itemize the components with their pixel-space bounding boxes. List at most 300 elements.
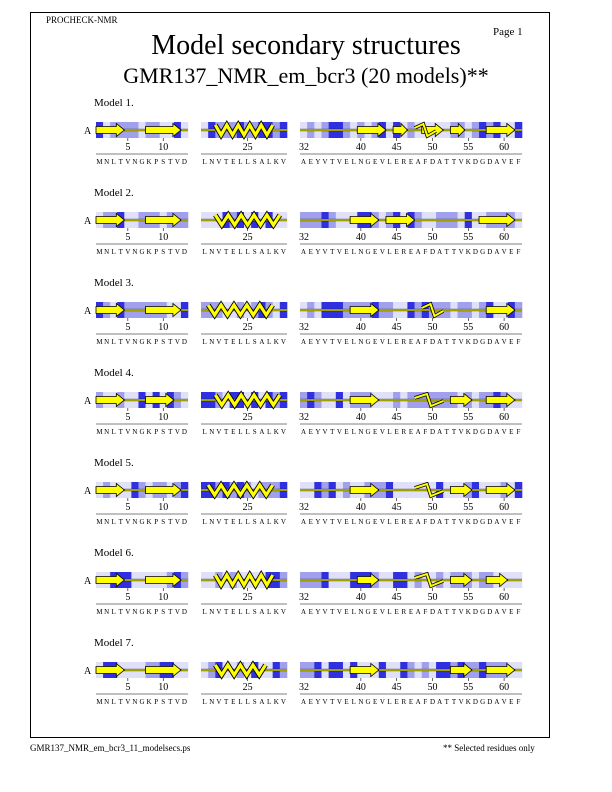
tick-label: 10 bbox=[158, 682, 169, 693]
residue-letter: K bbox=[465, 518, 471, 526]
residue-letter: V bbox=[458, 608, 464, 616]
residue-letter: T bbox=[223, 338, 229, 346]
residue-letter: S bbox=[161, 158, 166, 166]
residue-letter: G bbox=[139, 698, 145, 706]
residue-letter: A bbox=[494, 698, 500, 706]
residue-letter: P bbox=[154, 248, 159, 256]
residue-letter: D bbox=[487, 428, 493, 436]
residue-letter: L bbox=[111, 248, 116, 256]
tick-label: 10 bbox=[158, 142, 169, 153]
model-panel bbox=[84, 367, 522, 436]
residue-letter: R bbox=[401, 338, 407, 346]
residue-letter: L bbox=[245, 698, 250, 706]
residue-letter: L bbox=[238, 248, 243, 256]
residue-letter: E bbox=[408, 698, 414, 706]
residue-letter: N bbox=[209, 698, 215, 706]
residue-letter: L bbox=[351, 518, 356, 526]
residue-letter: E bbox=[394, 338, 399, 346]
chain-label: A bbox=[84, 306, 92, 317]
residue-letter: N bbox=[132, 608, 138, 616]
model-label: Model 4. bbox=[94, 367, 134, 379]
residue-letter: G bbox=[139, 518, 145, 526]
residue-letter: D bbox=[472, 608, 478, 616]
residue-letter: T bbox=[451, 338, 457, 346]
residue-letter: M bbox=[96, 608, 103, 616]
residue-letter: A bbox=[437, 338, 443, 346]
segment-start-label: 32 bbox=[299, 322, 309, 333]
residue-letter: G bbox=[365, 158, 371, 166]
sequence-segment bbox=[96, 302, 188, 346]
residue-letter: K bbox=[465, 158, 471, 166]
sequence-segment bbox=[299, 662, 522, 706]
tick-label: 55 bbox=[463, 592, 474, 603]
residue-letter: A bbox=[415, 608, 421, 616]
sequence-segment bbox=[96, 212, 188, 256]
residue-letter: S bbox=[161, 428, 166, 436]
sequence-segment bbox=[201, 212, 287, 256]
residue-letter: N bbox=[132, 158, 138, 166]
residue-letter: V bbox=[379, 518, 385, 526]
residue-letter: L bbox=[266, 428, 272, 436]
residue-letter: G bbox=[480, 338, 486, 346]
tick-label: 45 bbox=[391, 142, 402, 153]
residue-letter: E bbox=[308, 518, 313, 526]
residue-letter: P bbox=[154, 428, 159, 436]
residue-letter: N bbox=[358, 608, 364, 616]
residue-letter: K bbox=[465, 428, 471, 436]
tick-label: 10 bbox=[158, 232, 169, 243]
residue-letter: N bbox=[358, 338, 364, 346]
tick-label: 55 bbox=[463, 412, 474, 423]
residue-letter: E bbox=[408, 248, 414, 256]
tick-label: 50 bbox=[427, 682, 438, 693]
residue-letter: L bbox=[202, 158, 207, 166]
tick-label: 5 bbox=[125, 502, 131, 513]
residue-letter: L bbox=[351, 428, 356, 436]
tick-label: 40 bbox=[355, 232, 366, 243]
residue-letter: E bbox=[509, 698, 514, 706]
model-label: Model 3. bbox=[94, 277, 134, 289]
residue-letter: V bbox=[322, 158, 328, 166]
tick-label: 40 bbox=[355, 322, 366, 333]
residue-letter: K bbox=[465, 698, 471, 706]
residue-letter: D bbox=[181, 428, 187, 436]
segment-start-label: 32 bbox=[299, 502, 309, 513]
residue-letter: E bbox=[231, 338, 236, 346]
residue-letter: E bbox=[373, 608, 378, 616]
residue-letter: V bbox=[174, 698, 180, 706]
tick-label: 25 bbox=[242, 502, 253, 513]
residue-letter: E bbox=[231, 248, 236, 256]
residue-letter: V bbox=[379, 608, 385, 616]
sequence-segment bbox=[201, 662, 287, 706]
sequence-segment bbox=[96, 392, 188, 436]
residue-letter: V bbox=[216, 338, 222, 346]
residue-letter: K bbox=[146, 608, 152, 616]
residue-letter: T bbox=[168, 698, 173, 706]
residue-letter: N bbox=[358, 518, 364, 526]
residue-letter: T bbox=[118, 428, 123, 436]
residue-letter: V bbox=[322, 428, 328, 436]
tick-label: 10 bbox=[158, 592, 169, 603]
sequence-segment bbox=[96, 662, 188, 706]
residue-letter: L bbox=[111, 428, 116, 436]
residue-letter: D bbox=[472, 338, 478, 346]
residue-letter: E bbox=[509, 608, 514, 616]
chain-label: A bbox=[84, 666, 92, 677]
residue-letter: E bbox=[373, 698, 378, 706]
residue-letter: T bbox=[118, 158, 123, 166]
residue-letter: E bbox=[344, 158, 349, 166]
tick-label: 40 bbox=[355, 592, 366, 603]
residue-letter: E bbox=[394, 428, 399, 436]
residue-letter: E bbox=[231, 608, 236, 616]
residue-letter: R bbox=[401, 518, 407, 526]
residue-letter: L bbox=[351, 338, 356, 346]
model-label: Model 7. bbox=[94, 637, 134, 649]
tick-label: 25 bbox=[242, 142, 253, 153]
residue-letter: V bbox=[501, 338, 507, 346]
residue-letter: D bbox=[181, 338, 187, 346]
residue-letter: S bbox=[252, 338, 257, 346]
residue-letter: V bbox=[379, 158, 385, 166]
residue-letter: N bbox=[132, 698, 138, 706]
model-panel bbox=[84, 637, 522, 706]
residue-letter: A bbox=[415, 248, 421, 256]
residue-letter: A bbox=[415, 518, 421, 526]
page-subtitle: GMR137_NMR_em_bcr3 (20 models)** bbox=[123, 63, 489, 88]
residue-letter: V bbox=[216, 608, 222, 616]
residue-letter: T bbox=[118, 518, 123, 526]
residue-letter: S bbox=[252, 608, 257, 616]
residue-letter: A bbox=[415, 338, 421, 346]
residue-letter: T bbox=[444, 518, 449, 526]
chain-label: A bbox=[84, 486, 92, 497]
residue-letter: N bbox=[104, 518, 110, 526]
residue-letter: F bbox=[423, 428, 428, 436]
residue-letter: L bbox=[202, 338, 207, 346]
chain-label: A bbox=[84, 396, 92, 407]
residue-letter: P bbox=[154, 338, 159, 346]
residue-letter: E bbox=[408, 608, 414, 616]
page-title: Model secondary structures bbox=[151, 30, 461, 61]
residue-letter: A bbox=[437, 158, 443, 166]
residue-letter: L bbox=[266, 158, 272, 166]
segment-start-label: 32 bbox=[299, 142, 309, 153]
residue-letter: L bbox=[202, 428, 207, 436]
tick-label: 55 bbox=[463, 322, 474, 333]
residue-letter: T bbox=[451, 248, 457, 256]
residue-letter: V bbox=[216, 698, 222, 706]
residue-letter: T bbox=[444, 338, 449, 346]
sequence-segment bbox=[201, 392, 287, 436]
model-panel bbox=[84, 457, 522, 526]
residue-letter: G bbox=[480, 698, 486, 706]
residue-letter: G bbox=[365, 518, 371, 526]
residue-letter: L bbox=[238, 338, 243, 346]
tick-label: 40 bbox=[355, 502, 366, 513]
residue-letter: L bbox=[266, 698, 272, 706]
residue-letter: V bbox=[280, 608, 286, 616]
residue-letter: V bbox=[336, 518, 342, 526]
residue-letter: V bbox=[379, 428, 385, 436]
segment-start-label: 32 bbox=[299, 682, 309, 693]
residue-letter: T bbox=[444, 248, 449, 256]
residue-letter: V bbox=[280, 698, 286, 706]
residue-letter: K bbox=[273, 698, 279, 706]
tick-label: 25 bbox=[242, 592, 253, 603]
residue-letter: S bbox=[161, 248, 166, 256]
sequence-segment bbox=[201, 302, 287, 346]
residue-letter: G bbox=[365, 608, 371, 616]
residue-letter: E bbox=[344, 248, 349, 256]
residue-letter: V bbox=[174, 428, 180, 436]
residue-letter: G bbox=[139, 428, 145, 436]
residue-letter: E bbox=[394, 158, 399, 166]
residue-letter: A bbox=[259, 158, 265, 166]
sequence-segment bbox=[299, 572, 522, 616]
sequence-segment bbox=[201, 482, 287, 526]
residue-letter: P bbox=[154, 158, 159, 166]
residue-letter: A bbox=[301, 338, 307, 346]
tick-label: 60 bbox=[499, 682, 510, 693]
segment-start-label: 32 bbox=[299, 592, 309, 603]
residue-letter: S bbox=[252, 248, 257, 256]
residue-letter: V bbox=[174, 518, 180, 526]
residue-letter: N bbox=[209, 158, 215, 166]
residue-letter: N bbox=[104, 698, 110, 706]
residue-letter: A bbox=[494, 428, 500, 436]
tick-label: 25 bbox=[242, 682, 253, 693]
page-number: Page 1 bbox=[493, 26, 523, 38]
residue-letter: V bbox=[216, 248, 222, 256]
residue-letter: V bbox=[125, 428, 131, 436]
residue-letter: L bbox=[387, 698, 392, 706]
residue-letter: L bbox=[351, 248, 356, 256]
residue-letter: F bbox=[516, 428, 521, 436]
residue-letter: V bbox=[458, 248, 464, 256]
residue-letter: A bbox=[301, 428, 307, 436]
residue-letter: K bbox=[146, 248, 152, 256]
model-panel bbox=[84, 547, 522, 616]
residue-letter: F bbox=[516, 158, 521, 166]
residue-letter: G bbox=[365, 698, 371, 706]
residue-letter: F bbox=[516, 518, 521, 526]
residue-letter: V bbox=[501, 158, 507, 166]
residue-letter: A bbox=[494, 158, 500, 166]
residue-letter: G bbox=[139, 248, 145, 256]
residue-letter: L bbox=[387, 608, 392, 616]
residue-letter: D bbox=[181, 158, 187, 166]
tick-label: 60 bbox=[499, 502, 510, 513]
residue-letter: F bbox=[516, 698, 521, 706]
residue-letter: E bbox=[344, 518, 349, 526]
residue-letter: S bbox=[161, 518, 166, 526]
model-label: Model 6. bbox=[94, 547, 134, 559]
residue-letter: A bbox=[301, 518, 307, 526]
residue-letter: T bbox=[330, 698, 335, 706]
residue-letter: V bbox=[501, 608, 507, 616]
residue-letter: L bbox=[245, 338, 250, 346]
tick-label: 60 bbox=[499, 232, 510, 243]
residue-letter: F bbox=[516, 248, 521, 256]
residue-letter: E bbox=[344, 608, 349, 616]
residue-letter: S bbox=[252, 158, 257, 166]
model-label: Model 2. bbox=[94, 187, 134, 199]
residue-letter: E bbox=[344, 428, 349, 436]
residue-letter: L bbox=[266, 338, 272, 346]
tick-label: 55 bbox=[463, 502, 474, 513]
residue-letter: D bbox=[181, 518, 187, 526]
residue-letter: T bbox=[168, 158, 173, 166]
residue-letter: N bbox=[358, 428, 364, 436]
residue-letter: N bbox=[209, 338, 215, 346]
residue-letter: F bbox=[423, 338, 428, 346]
residue-letter: V bbox=[125, 698, 131, 706]
residue-letter: T bbox=[223, 608, 229, 616]
residue-letter: E bbox=[231, 698, 236, 706]
residue-letter: L bbox=[238, 518, 243, 526]
residue-letter: L bbox=[111, 338, 116, 346]
residue-letter: K bbox=[273, 518, 279, 526]
residue-letter: D bbox=[429, 158, 436, 166]
residue-letter: V bbox=[501, 698, 507, 706]
residue-letter: E bbox=[231, 428, 236, 436]
residue-letter: K bbox=[146, 338, 152, 346]
residue-letter: R bbox=[401, 698, 407, 706]
residue-letter: R bbox=[401, 428, 407, 436]
residue-letter: N bbox=[132, 248, 138, 256]
residue-letter: T bbox=[451, 158, 457, 166]
residue-letter: D bbox=[181, 698, 187, 706]
residue-letter: P bbox=[154, 608, 159, 616]
residue-letter: V bbox=[336, 158, 342, 166]
tick-label: 25 bbox=[242, 232, 253, 243]
residue-letter: T bbox=[330, 248, 335, 256]
sequence-segment bbox=[299, 122, 522, 166]
residue-letter: N bbox=[104, 248, 110, 256]
residue-letter: V bbox=[458, 518, 464, 526]
residue-letter: E bbox=[373, 518, 378, 526]
residue-letter: A bbox=[259, 698, 265, 706]
residue-letter: A bbox=[437, 698, 443, 706]
residue-letter: Y bbox=[315, 158, 321, 166]
residue-letter: E bbox=[408, 338, 414, 346]
residue-letter: T bbox=[330, 428, 335, 436]
residue-letter: D bbox=[487, 248, 493, 256]
tick-label: 45 bbox=[391, 412, 402, 423]
residue-letter: K bbox=[146, 428, 152, 436]
residue-letter: N bbox=[104, 158, 110, 166]
tick-label: 55 bbox=[463, 142, 474, 153]
residue-letter: L bbox=[351, 158, 356, 166]
chain-label: A bbox=[84, 216, 92, 227]
tick-label: 5 bbox=[125, 232, 131, 243]
residue-letter: L bbox=[387, 338, 392, 346]
residue-letter: V bbox=[336, 608, 342, 616]
sequence-segment bbox=[299, 212, 522, 256]
residue-letter: N bbox=[132, 338, 138, 346]
residue-letter: T bbox=[451, 698, 457, 706]
residue-letter: E bbox=[373, 338, 378, 346]
sequence-segment bbox=[201, 122, 287, 166]
residue-letter: A bbox=[437, 248, 443, 256]
tick-label: 25 bbox=[242, 322, 253, 333]
residue-letter: T bbox=[223, 248, 229, 256]
tick-label: 40 bbox=[355, 142, 366, 153]
residue-letter: V bbox=[336, 428, 342, 436]
residue-letter: V bbox=[125, 158, 131, 166]
residue-letter: L bbox=[266, 608, 272, 616]
residue-letter: E bbox=[509, 158, 514, 166]
residue-letter: D bbox=[429, 698, 436, 706]
residue-letter: N bbox=[209, 248, 215, 256]
residue-letter: A bbox=[301, 608, 307, 616]
tick-label: 10 bbox=[158, 412, 169, 423]
residue-letter: F bbox=[516, 608, 521, 616]
residue-letter: R bbox=[401, 608, 407, 616]
residue-letter: T bbox=[168, 248, 173, 256]
residue-letter: K bbox=[273, 428, 279, 436]
residue-letter: L bbox=[387, 248, 392, 256]
residue-letter: F bbox=[423, 608, 428, 616]
tick-label: 50 bbox=[427, 592, 438, 603]
residue-letter: K bbox=[146, 518, 152, 526]
tick-label: 40 bbox=[355, 682, 366, 693]
residue-letter: V bbox=[322, 518, 328, 526]
residue-letter: Y bbox=[315, 608, 321, 616]
residue-letter: S bbox=[161, 608, 166, 616]
residue-letter: V bbox=[174, 158, 180, 166]
residue-letter: L bbox=[111, 608, 116, 616]
residue-letter: V bbox=[174, 248, 180, 256]
residue-letter: E bbox=[373, 158, 378, 166]
residue-letter: V bbox=[458, 158, 464, 166]
residue-letter: E bbox=[308, 428, 313, 436]
tick-label: 5 bbox=[125, 142, 131, 153]
residue-letter: M bbox=[96, 158, 103, 166]
residue-letter: R bbox=[401, 158, 407, 166]
residue-letter: L bbox=[202, 698, 207, 706]
sequence-segment bbox=[201, 572, 287, 616]
tick-label: 10 bbox=[158, 322, 169, 333]
residue-letter: G bbox=[365, 428, 371, 436]
residue-letter: V bbox=[336, 248, 342, 256]
residue-letter: V bbox=[125, 338, 131, 346]
residue-letter: A bbox=[259, 338, 265, 346]
residue-letter: A bbox=[259, 428, 265, 436]
tick-label: 50 bbox=[427, 412, 438, 423]
tick-label: 60 bbox=[499, 322, 510, 333]
residue-letter: E bbox=[231, 518, 236, 526]
residue-letter: A bbox=[415, 698, 421, 706]
residue-letter: D bbox=[487, 518, 493, 526]
tick-label: 25 bbox=[242, 412, 253, 423]
residue-letter: K bbox=[146, 158, 152, 166]
tick-label: 55 bbox=[463, 232, 474, 243]
residue-letter: A bbox=[494, 608, 500, 616]
tick-label: 50 bbox=[427, 232, 438, 243]
residue-letter: G bbox=[480, 158, 486, 166]
residue-letter: T bbox=[451, 518, 457, 526]
residue-letter: L bbox=[202, 518, 207, 526]
sequence-segment bbox=[299, 482, 522, 526]
residue-letter: T bbox=[330, 608, 335, 616]
residue-letter: E bbox=[373, 428, 378, 436]
residue-letter: F bbox=[516, 338, 521, 346]
residue-letter: G bbox=[139, 608, 145, 616]
residue-letter: E bbox=[308, 158, 313, 166]
